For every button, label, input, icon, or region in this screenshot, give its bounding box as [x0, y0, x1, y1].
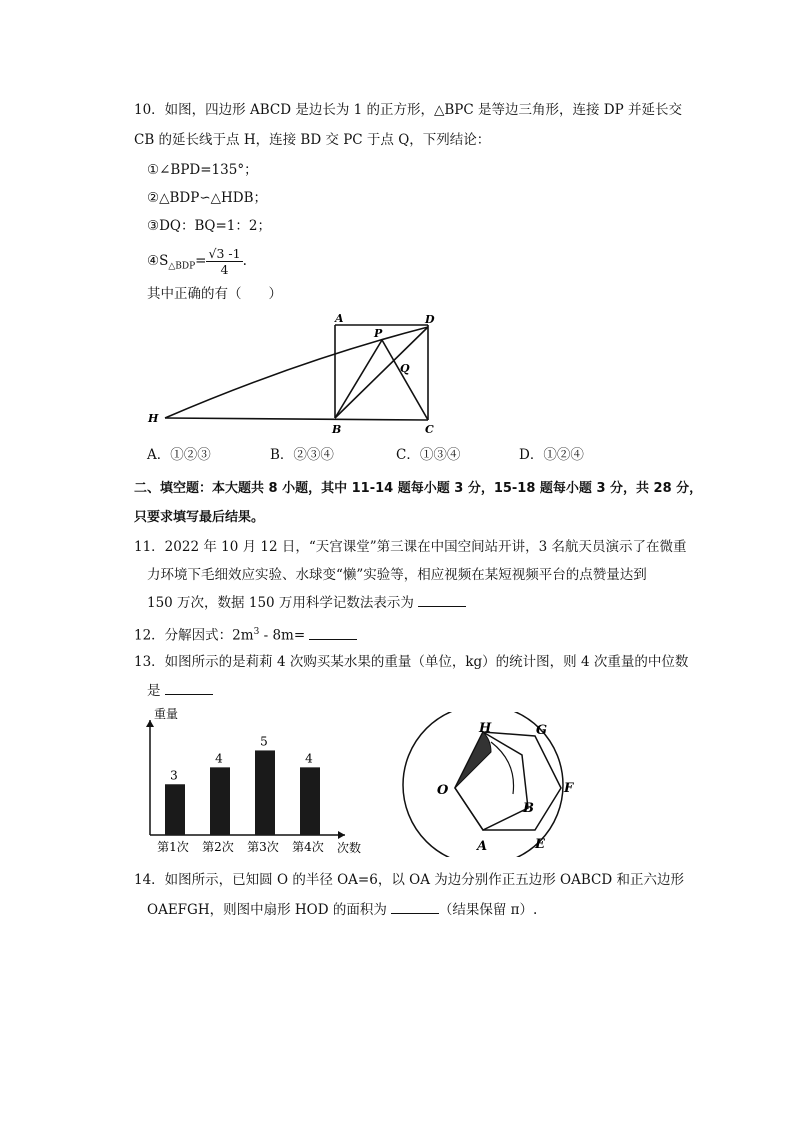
q14-line1: 14．如图所示，已知圆 O 的半径 OA=6，以 OA 为边分别作正五边形 OABCD 和正六边形 — [134, 872, 684, 888]
section2-line2: 只要求填写最后结果。 — [134, 510, 265, 525]
label-e: E — [535, 837, 545, 852]
label-b: B — [332, 423, 342, 435]
option-key: D． — [519, 447, 544, 463]
segment-hc — [165, 418, 428, 420]
q14-line2 — [147, 901, 537, 919]
label-h: H — [148, 412, 159, 425]
x-axis-arrow — [338, 831, 345, 839]
bar-value-label: 4 — [215, 751, 223, 766]
q10-geometry-figure — [140, 305, 460, 435]
q14-line2-end: （结果保留 π）. — [438, 902, 538, 918]
q12-suffix: - 8m= — [259, 627, 306, 644]
category-label: 第4次 — [292, 840, 324, 854]
bar — [210, 767, 230, 835]
label-c: C — [425, 423, 434, 435]
label-a: A — [477, 839, 488, 854]
q10-conclusion-3: ③DQ：BQ=1：2； — [147, 218, 271, 234]
shaded-sector — [455, 732, 491, 788]
option-a — [147, 446, 211, 464]
y-axis-label: 重量 — [154, 707, 179, 721]
option-value: ①②④ — [543, 447, 584, 463]
answer-blank[interactable] — [165, 682, 213, 695]
answer-blank[interactable] — [391, 901, 439, 914]
category-label: 第2次 — [202, 840, 234, 854]
q11-line3-text: 150 万次，数据 150 万用科学记数法表示为 — [147, 595, 414, 611]
bar-value-label: 4 — [305, 751, 313, 766]
x-axis-label: 次数 — [337, 841, 362, 855]
period: . — [242, 253, 247, 269]
bar — [165, 784, 185, 835]
q13-line2 — [147, 682, 213, 700]
label-d: D — [425, 313, 435, 326]
q12-exponent: 3 — [253, 627, 260, 637]
segment-hd — [165, 327, 428, 418]
fraction-denominator: 4 — [220, 262, 229, 277]
answer-blank[interactable] — [309, 627, 357, 640]
q12-line — [134, 623, 357, 645]
q10-conclusion-2: ②△BDP∽△HDB； — [147, 190, 268, 206]
option-key: B． — [270, 447, 294, 463]
q10-line2: CB 的延长线于点 H，连接 BD 交 PC 于点 Q，下列结论： — [134, 132, 491, 148]
area-symbol: ④S — [147, 253, 169, 269]
arc-marker — [491, 742, 514, 794]
option-value: ①③④ — [419, 447, 461, 463]
option-key: A． — [147, 447, 171, 463]
label-g: G — [536, 723, 548, 738]
area-subscript: △BDP — [168, 261, 196, 272]
bar-value-label: 3 — [170, 768, 178, 783]
option-key: C． — [396, 447, 420, 463]
option-c — [396, 446, 460, 464]
bar — [300, 767, 320, 835]
label-b: B — [523, 801, 534, 816]
bar-value-label: 5 — [260, 734, 268, 749]
q10-line1: 10．如图，四边形 ABCD 是边长为 1 的正方形，△BPC 是等边三角形，连接 DP 并延长交 — [134, 102, 683, 118]
label-p: P — [374, 327, 383, 340]
equals-sign: = — [195, 253, 207, 269]
label-f: F — [564, 781, 574, 796]
q14-geometry-figure — [395, 712, 595, 857]
label-a: A — [335, 312, 344, 325]
q13-line2-text: 是 — [147, 683, 161, 699]
label-o: O — [437, 783, 449, 798]
fraction-numerator: √3 -1 — [208, 246, 241, 261]
option-b — [270, 446, 334, 464]
category-label: 第3次 — [247, 840, 279, 854]
y-axis-arrow — [146, 720, 154, 727]
q10-conclusion-1: ①∠BPD=135°； — [147, 162, 258, 178]
label-h: H — [479, 721, 492, 736]
q10-conclusion-4 — [147, 246, 247, 277]
q11-line3 — [147, 594, 466, 612]
q11-line2: 力环境下毛细效应实验、水球变“懒”实验等，相应视频在某短视频平台的点赞量达到 — [147, 567, 647, 583]
option-d — [519, 446, 584, 464]
option-value: ②③④ — [293, 447, 334, 463]
label-q: Q — [400, 362, 410, 375]
q11-line1: 11．2022 年 10 月 12 日，“天宫课堂”第三课在中国空间站开讲，3 名航天员演示了在微重 — [134, 539, 687, 555]
segment-pc — [382, 340, 428, 420]
weight-bar-chart — [140, 700, 370, 860]
q12-prefix: 12．分解因式：2m — [134, 627, 254, 644]
section2-line1: 二、填空题：本大题共 8 小题，其中 11-14 题每小题 3 分，15-18 题每小题 3 分，共 28 分， — [134, 481, 703, 496]
bar — [255, 750, 275, 835]
category-label: 第1次 — [157, 840, 189, 854]
q13-line1: 13．如图所示的是莉莉 4 次购买某水果的重量（单位，kg）的统计图，则 4 次重量的中位数 — [134, 654, 689, 670]
option-value: ①②③ — [170, 447, 211, 463]
q10-question: 其中正确的有（ ） — [147, 286, 282, 302]
regular-pentagon — [455, 732, 528, 830]
answer-blank[interactable] — [418, 594, 466, 607]
q14-line2-text: OAEFGH，则图中扇形 HOD 的面积为 — [147, 902, 387, 918]
